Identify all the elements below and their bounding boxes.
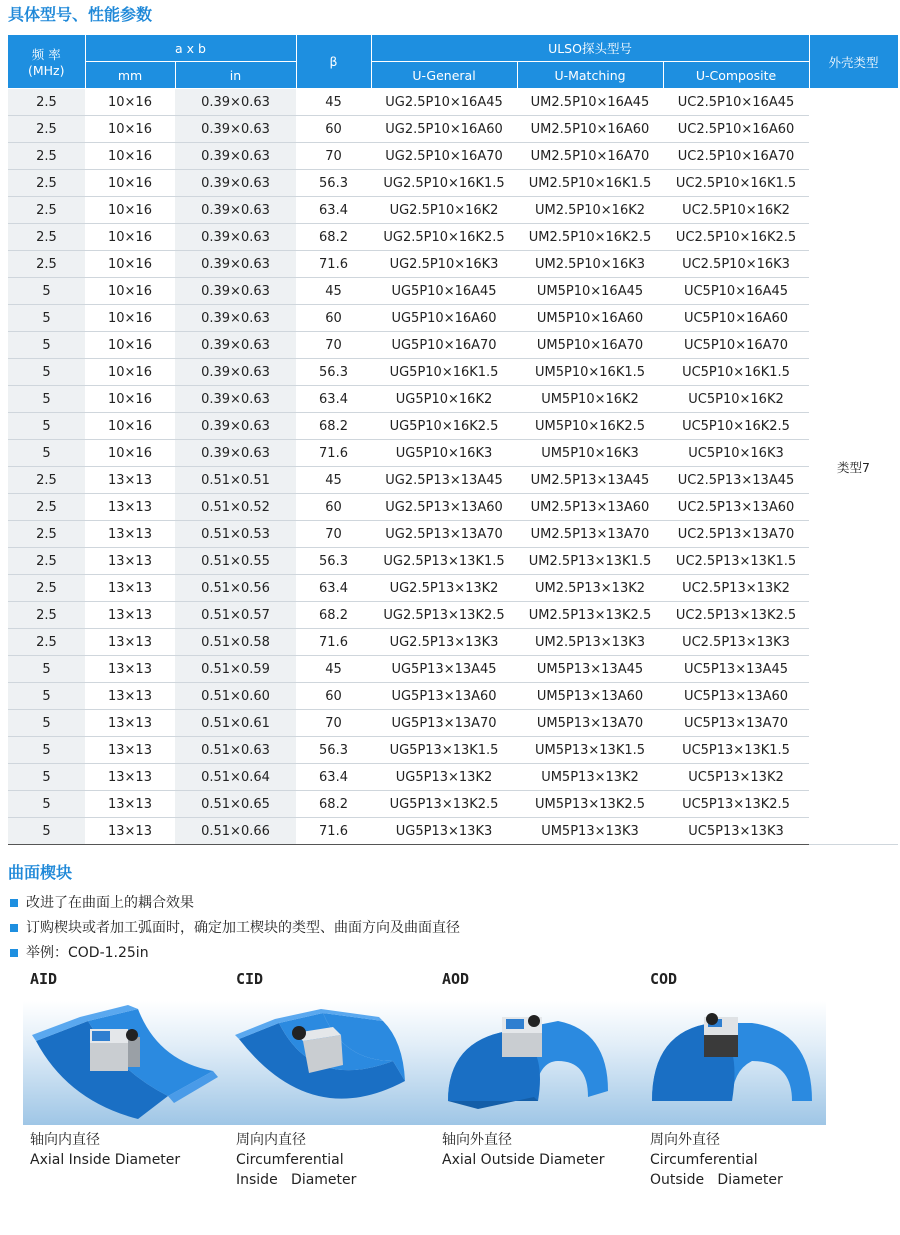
in-cell: 0.39×0.63: [175, 251, 296, 278]
beta-cell: 60: [296, 494, 371, 521]
table-row: [8, 818, 898, 845]
u-matching-cell: UM5P13×13K2.5: [517, 791, 663, 818]
mm-cell: 10×16: [85, 89, 175, 116]
cid-wedge-illustration: [233, 1001, 429, 1125]
in-cell: 0.51×0.61: [175, 710, 296, 737]
in-cell: 0.39×0.63: [175, 440, 296, 467]
mm-cell: 10×16: [85, 143, 175, 170]
wedge-code-cod: COD: [650, 970, 678, 988]
u-matching-cell: UM2.5P13×13K1.5: [517, 548, 663, 575]
beta-cell: 68.2: [296, 413, 371, 440]
freq-cell: 5: [8, 359, 85, 386]
bullet-item: [8, 915, 460, 940]
beta-cell: 60: [296, 683, 371, 710]
table-row: [8, 575, 898, 602]
spec-section-title: 具体型号、性能参数: [8, 5, 153, 24]
u-composite-cell: UC5P13×13K1.5: [663, 737, 809, 764]
u-matching-cell: UM5P13×13A70: [517, 710, 663, 737]
u-general-cell: UG5P13×13A70: [371, 710, 517, 737]
in-header: in: [175, 62, 296, 89]
u-composite-cell: UC2.5P10×16K2: [663, 197, 809, 224]
freq-cell: 2.5: [8, 602, 85, 629]
table-row: [8, 143, 898, 170]
in-cell: 0.39×0.63: [175, 359, 296, 386]
u-composite-cell: UC2.5P13×13A60: [663, 494, 809, 521]
cod-caption-en-2: Outside Diameter: [650, 1172, 783, 1188]
u-composite-cell: UC5P13×13K3: [663, 818, 809, 845]
in-cell: 0.39×0.63: [175, 305, 296, 332]
u-matching-cell: UM2.5P13×13K2.5: [517, 602, 663, 629]
mm-cell: 10×16: [85, 170, 175, 197]
in-cell: 0.39×0.63: [175, 143, 296, 170]
freq-cell: 5: [8, 818, 85, 845]
aid-caption: [30, 1130, 180, 1170]
mm-cell: 13×13: [85, 737, 175, 764]
mm-cell: 13×13: [85, 683, 175, 710]
u-general-cell: UG2.5P13×13K2: [371, 575, 517, 602]
freq-cell: 2.5: [8, 143, 85, 170]
u-matching-cell: UM5P13×13K3: [517, 818, 663, 845]
mm-cell: 13×13: [85, 494, 175, 521]
table-row: [8, 629, 898, 656]
table-row: [8, 305, 898, 332]
u-matching-cell: UM2.5P10×16A45: [517, 89, 663, 116]
u-composite-cell: UC5P10×16K1.5: [663, 359, 809, 386]
beta-cell: 56.3: [296, 359, 371, 386]
beta-cell: 45: [296, 467, 371, 494]
bullet-text: 改进了在曲面上的耦合效果: [26, 894, 194, 911]
in-cell: 0.39×0.63: [175, 197, 296, 224]
freq-cell: 2.5: [8, 521, 85, 548]
beta-cell: 71.6: [296, 440, 371, 467]
u-general-cell: UG5P13×13A60: [371, 683, 517, 710]
in-cell: 0.39×0.63: [175, 278, 296, 305]
u-composite-cell: UC5P10×16K2.5: [663, 413, 809, 440]
u-composite-cell: UC2.5P13×13K2: [663, 575, 809, 602]
beta-cell: 68.2: [296, 602, 371, 629]
table-row: [8, 386, 898, 413]
u-general-cell: UG2.5P13×13K3: [371, 629, 517, 656]
u-general-cell: UG2.5P13×13A45: [371, 467, 517, 494]
u-general-cell: UG5P13×13K1.5: [371, 737, 517, 764]
u-composite-cell: UC2.5P10×16K1.5: [663, 170, 809, 197]
in-cell: 0.51×0.59: [175, 656, 296, 683]
u-composite-cell: UC5P10×16K2: [663, 386, 809, 413]
in-cell: 0.51×0.63: [175, 737, 296, 764]
square-bullet-icon: [10, 899, 18, 907]
mm-cell: 10×16: [85, 197, 175, 224]
freq-cell: 5: [8, 683, 85, 710]
u-matching-cell: UM5P10×16K1.5: [517, 359, 663, 386]
freq-cell: 5: [8, 413, 85, 440]
table-row: [8, 602, 898, 629]
u-general-cell: UG5P10×16K2.5: [371, 413, 517, 440]
mm-cell: 10×16: [85, 359, 175, 386]
u-matching-cell: UM5P10×16A70: [517, 332, 663, 359]
freq-cell: 2.5: [8, 575, 85, 602]
u-composite-cell: UC2.5P10×16K3: [663, 251, 809, 278]
mm-header: mm: [85, 62, 175, 89]
shell-type-header: 外壳类型: [809, 35, 898, 89]
u-composite-cell: UC5P13×13K2.5: [663, 791, 809, 818]
in-cell: 0.51×0.57: [175, 602, 296, 629]
u-general-cell: UG2.5P10×16A60: [371, 116, 517, 143]
beta-cell: 68.2: [296, 224, 371, 251]
mm-cell: 13×13: [85, 629, 175, 656]
u-matching-cell: UM2.5P10×16K2.5: [517, 224, 663, 251]
table-row: [8, 332, 898, 359]
mm-cell: 10×16: [85, 386, 175, 413]
table-row: [8, 440, 898, 467]
aid-wedge-illustration: [28, 1001, 224, 1125]
in-cell: 0.51×0.65: [175, 791, 296, 818]
u-composite-cell: UC2.5P13×13A70: [663, 521, 809, 548]
table-row: [8, 764, 898, 791]
in-cell: 0.51×0.55: [175, 548, 296, 575]
beta-cell: 63.4: [296, 764, 371, 791]
u-general-cell: UG2.5P13×13A70: [371, 521, 517, 548]
table-row: [8, 467, 898, 494]
table-row: [8, 89, 898, 116]
in-cell: 0.51×0.58: [175, 629, 296, 656]
u-general-cell: UG2.5P10×16K2.5: [371, 224, 517, 251]
u-general-cell: UG2.5P10×16A70: [371, 143, 517, 170]
cid-caption-en-2: Inside Diameter: [236, 1172, 357, 1188]
mm-cell: 10×16: [85, 278, 175, 305]
u-composite-cell: UC5P10×16A60: [663, 305, 809, 332]
u-general-cell: UG2.5P13×13K2.5: [371, 602, 517, 629]
u-composite-cell: UC5P13×13K2: [663, 764, 809, 791]
u-general-cell: UG2.5P10×16A45: [371, 89, 517, 116]
u-matching-header: U-Matching: [517, 62, 663, 89]
bullet-item: [8, 940, 460, 965]
u-composite-cell: UC5P10×16K3: [663, 440, 809, 467]
freq-cell: 5: [8, 764, 85, 791]
wedge-code-aod: AOD: [442, 970, 470, 988]
beta-cell: 70: [296, 332, 371, 359]
table-row: [8, 278, 898, 305]
axb-header: a x b: [85, 35, 296, 62]
freq-cell: 2.5: [8, 116, 85, 143]
beta-cell: 56.3: [296, 548, 371, 575]
mm-cell: 13×13: [85, 521, 175, 548]
table-row: [8, 683, 898, 710]
beta-cell: 63.4: [296, 386, 371, 413]
in-cell: 0.39×0.63: [175, 413, 296, 440]
freq-cell: 2.5: [8, 197, 85, 224]
beta-cell: 60: [296, 116, 371, 143]
beta-header: β: [296, 35, 371, 89]
freq-header-unit: (MHz): [28, 63, 65, 78]
u-matching-cell: UM5P10×16A45: [517, 278, 663, 305]
mm-cell: 13×13: [85, 764, 175, 791]
u-matching-cell: UM5P10×16K2: [517, 386, 663, 413]
square-bullet-icon: [10, 924, 18, 932]
table-row: [8, 791, 898, 818]
u-matching-cell: UM2.5P13×13K3: [517, 629, 663, 656]
table-row: [8, 224, 898, 251]
u-general-cell: UG2.5P13×13K1.5: [371, 548, 517, 575]
bullet-list: [8, 890, 460, 965]
freq-cell: 2.5: [8, 170, 85, 197]
freq-cell: 5: [8, 440, 85, 467]
square-bullet-icon: [10, 949, 18, 957]
in-cell: 0.39×0.63: [175, 170, 296, 197]
table-row: [8, 656, 898, 683]
u-matching-cell: UM2.5P10×16A70: [517, 143, 663, 170]
u-general-header: U-General: [371, 62, 517, 89]
freq-cell: 5: [8, 737, 85, 764]
in-cell: 0.51×0.64: [175, 764, 296, 791]
mm-cell: 13×13: [85, 791, 175, 818]
u-composite-cell: UC5P13×13A70: [663, 710, 809, 737]
table-row: [8, 494, 898, 521]
u-general-cell: UG2.5P10×16K1.5: [371, 170, 517, 197]
beta-cell: 71.6: [296, 251, 371, 278]
table-row: [8, 737, 898, 764]
u-matching-cell: UM5P13×13K1.5: [517, 737, 663, 764]
in-cell: 0.51×0.60: [175, 683, 296, 710]
freq-cell: 2.5: [8, 494, 85, 521]
table-row: [8, 359, 898, 386]
freq-cell: 5: [8, 278, 85, 305]
u-composite-cell: UC2.5P13×13K2.5: [663, 602, 809, 629]
aid-caption-zh: 轴向内直径: [30, 1132, 100, 1148]
freq-header: [8, 35, 85, 89]
freq-cell: 5: [8, 305, 85, 332]
in-cell: 0.51×0.52: [175, 494, 296, 521]
table-row: [8, 197, 898, 224]
u-matching-cell: UM5P13×13A60: [517, 683, 663, 710]
mm-cell: 10×16: [85, 413, 175, 440]
mm-cell: 10×16: [85, 440, 175, 467]
in-cell: 0.51×0.56: [175, 575, 296, 602]
cod-caption-zh: 周向外直径: [650, 1132, 720, 1148]
u-composite-cell: UC2.5P13×13K3: [663, 629, 809, 656]
u-matching-cell: UM2.5P13×13A70: [517, 521, 663, 548]
aod-caption: [442, 1130, 605, 1170]
u-composite-cell: UC2.5P10×16A70: [663, 143, 809, 170]
u-general-cell: UG5P13×13K2.5: [371, 791, 517, 818]
freq-cell: 2.5: [8, 629, 85, 656]
u-general-cell: UG5P10×16K3: [371, 440, 517, 467]
cid-caption: [236, 1130, 356, 1190]
in-cell: 0.51×0.51: [175, 467, 296, 494]
u-general-cell: UG5P10×16A70: [371, 332, 517, 359]
mm-cell: 10×16: [85, 116, 175, 143]
u-composite-cell: UC2.5P10×16A45: [663, 89, 809, 116]
table-row: [8, 251, 898, 278]
beta-cell: 63.4: [296, 575, 371, 602]
freq-cell: 5: [8, 386, 85, 413]
beta-cell: 45: [296, 89, 371, 116]
u-general-cell: UG5P13×13K2: [371, 764, 517, 791]
freq-cell: 5: [8, 791, 85, 818]
aod-caption-en: Axial Outside Diameter: [442, 1152, 605, 1168]
beta-cell: 68.2: [296, 791, 371, 818]
bullet-text: 举例：COD-1.25in: [26, 944, 149, 961]
table-row: [8, 170, 898, 197]
freq-header-label: 频 率: [31, 47, 61, 62]
u-general-cell: UG5P13×13A45: [371, 656, 517, 683]
beta-cell: 70: [296, 521, 371, 548]
beta-cell: 70: [296, 143, 371, 170]
u-composite-cell: UC2.5P10×16K2.5: [663, 224, 809, 251]
u-matching-cell: UM5P13×13A45: [517, 656, 663, 683]
u-matching-cell: UM2.5P13×13A45: [517, 467, 663, 494]
u-composite-cell: UC5P10×16A45: [663, 278, 809, 305]
mm-cell: 10×16: [85, 332, 175, 359]
table-row: [8, 710, 898, 737]
mm-cell: 13×13: [85, 602, 175, 629]
beta-cell: 70: [296, 710, 371, 737]
u-matching-cell: UM2.5P10×16A60: [517, 116, 663, 143]
mm-cell: 13×13: [85, 467, 175, 494]
beta-cell: 45: [296, 656, 371, 683]
beta-cell: 45: [296, 278, 371, 305]
freq-cell: 2.5: [8, 89, 85, 116]
u-general-cell: UG5P10×16K1.5: [371, 359, 517, 386]
u-general-cell: UG2.5P10×16K2: [371, 197, 517, 224]
spec-table: [8, 35, 899, 845]
aod-caption-zh: 轴向外直径: [442, 1132, 512, 1148]
mm-cell: 13×13: [85, 575, 175, 602]
u-composite-cell: UC2.5P13×13K1.5: [663, 548, 809, 575]
u-general-cell: UG5P10×16K2: [371, 386, 517, 413]
u-general-cell: UG2.5P10×16K3: [371, 251, 517, 278]
freq-cell: 2.5: [8, 467, 85, 494]
freq-cell: 5: [8, 332, 85, 359]
u-general-cell: UG5P10×16A45: [371, 278, 517, 305]
table-row: [8, 521, 898, 548]
freq-cell: 5: [8, 710, 85, 737]
u-matching-cell: UM5P13×13K2: [517, 764, 663, 791]
mm-cell: 13×13: [85, 656, 175, 683]
beta-cell: 71.6: [296, 629, 371, 656]
beta-cell: 60: [296, 305, 371, 332]
in-cell: 0.51×0.66: [175, 818, 296, 845]
wedge-code-aid: AID: [30, 970, 58, 988]
mm-cell: 13×13: [85, 818, 175, 845]
freq-cell: 5: [8, 656, 85, 683]
cid-caption-zh: 周向内直径: [236, 1132, 306, 1148]
u-general-cell: UG2.5P13×13A60: [371, 494, 517, 521]
u-composite-cell: UC2.5P13×13A45: [663, 467, 809, 494]
u-general-cell: UG5P13×13K3: [371, 818, 517, 845]
wedge-code-cid: CID: [236, 970, 264, 988]
u-composite-cell: UC5P13×13A45: [663, 656, 809, 683]
beta-cell: 63.4: [296, 197, 371, 224]
u-matching-cell: UM2.5P10×16K2: [517, 197, 663, 224]
u-matching-cell: UM2.5P10×16K1.5: [517, 170, 663, 197]
table-row: [8, 413, 898, 440]
cod-caption: [650, 1130, 783, 1190]
cod-caption-en-1: Circumferential: [650, 1152, 758, 1168]
mm-cell: 10×16: [85, 305, 175, 332]
beta-cell: 56.3: [296, 737, 371, 764]
wedge-section-title: 曲面楔块: [8, 863, 73, 882]
u-matching-cell: UM5P10×16A60: [517, 305, 663, 332]
shell-type-cell: 类型7: [809, 89, 898, 845]
mm-cell: 13×13: [85, 710, 175, 737]
u-composite-cell: UC5P13×13A60: [663, 683, 809, 710]
aid-caption-en: Axial Inside Diameter: [30, 1152, 181, 1168]
cid-caption-en-1: Circumferential: [236, 1152, 344, 1168]
in-cell: 0.51×0.53: [175, 521, 296, 548]
u-matching-cell: UM2.5P10×16K3: [517, 251, 663, 278]
mm-cell: 10×16: [85, 224, 175, 251]
cod-wedge-illustration: [642, 1001, 838, 1125]
freq-cell: 2.5: [8, 548, 85, 575]
u-composite-cell: UC5P10×16A70: [663, 332, 809, 359]
bullet-item: [8, 890, 460, 915]
in-cell: 0.39×0.63: [175, 224, 296, 251]
freq-cell: 2.5: [8, 251, 85, 278]
table-row: [8, 548, 898, 575]
u-matching-cell: UM2.5P13×13A60: [517, 494, 663, 521]
table-row: [8, 116, 898, 143]
mm-cell: 13×13: [85, 548, 175, 575]
in-cell: 0.39×0.63: [175, 332, 296, 359]
u-matching-cell: UM5P10×16K2.5: [517, 413, 663, 440]
u-composite-cell: UC2.5P10×16A60: [663, 116, 809, 143]
in-cell: 0.39×0.63: [175, 89, 296, 116]
aod-wedge-illustration: [438, 1001, 634, 1125]
spec-table-body: [8, 89, 898, 845]
beta-cell: 56.3: [296, 170, 371, 197]
in-cell: 0.39×0.63: [175, 386, 296, 413]
u-matching-cell: UM2.5P13×13K2: [517, 575, 663, 602]
u-general-cell: UG5P10×16A60: [371, 305, 517, 332]
freq-cell: 2.5: [8, 224, 85, 251]
beta-cell: 71.6: [296, 818, 371, 845]
u-composite-header: U-Composite: [663, 62, 809, 89]
bullet-text: 订购楔块或者加工弧面时，确定加工楔块的类型、曲面方向及曲面直径: [26, 919, 460, 936]
in-cell: 0.39×0.63: [175, 116, 296, 143]
mm-cell: 10×16: [85, 251, 175, 278]
u-matching-cell: UM5P10×16K3: [517, 440, 663, 467]
probe-model-header: ULSO探头型号: [371, 35, 809, 62]
